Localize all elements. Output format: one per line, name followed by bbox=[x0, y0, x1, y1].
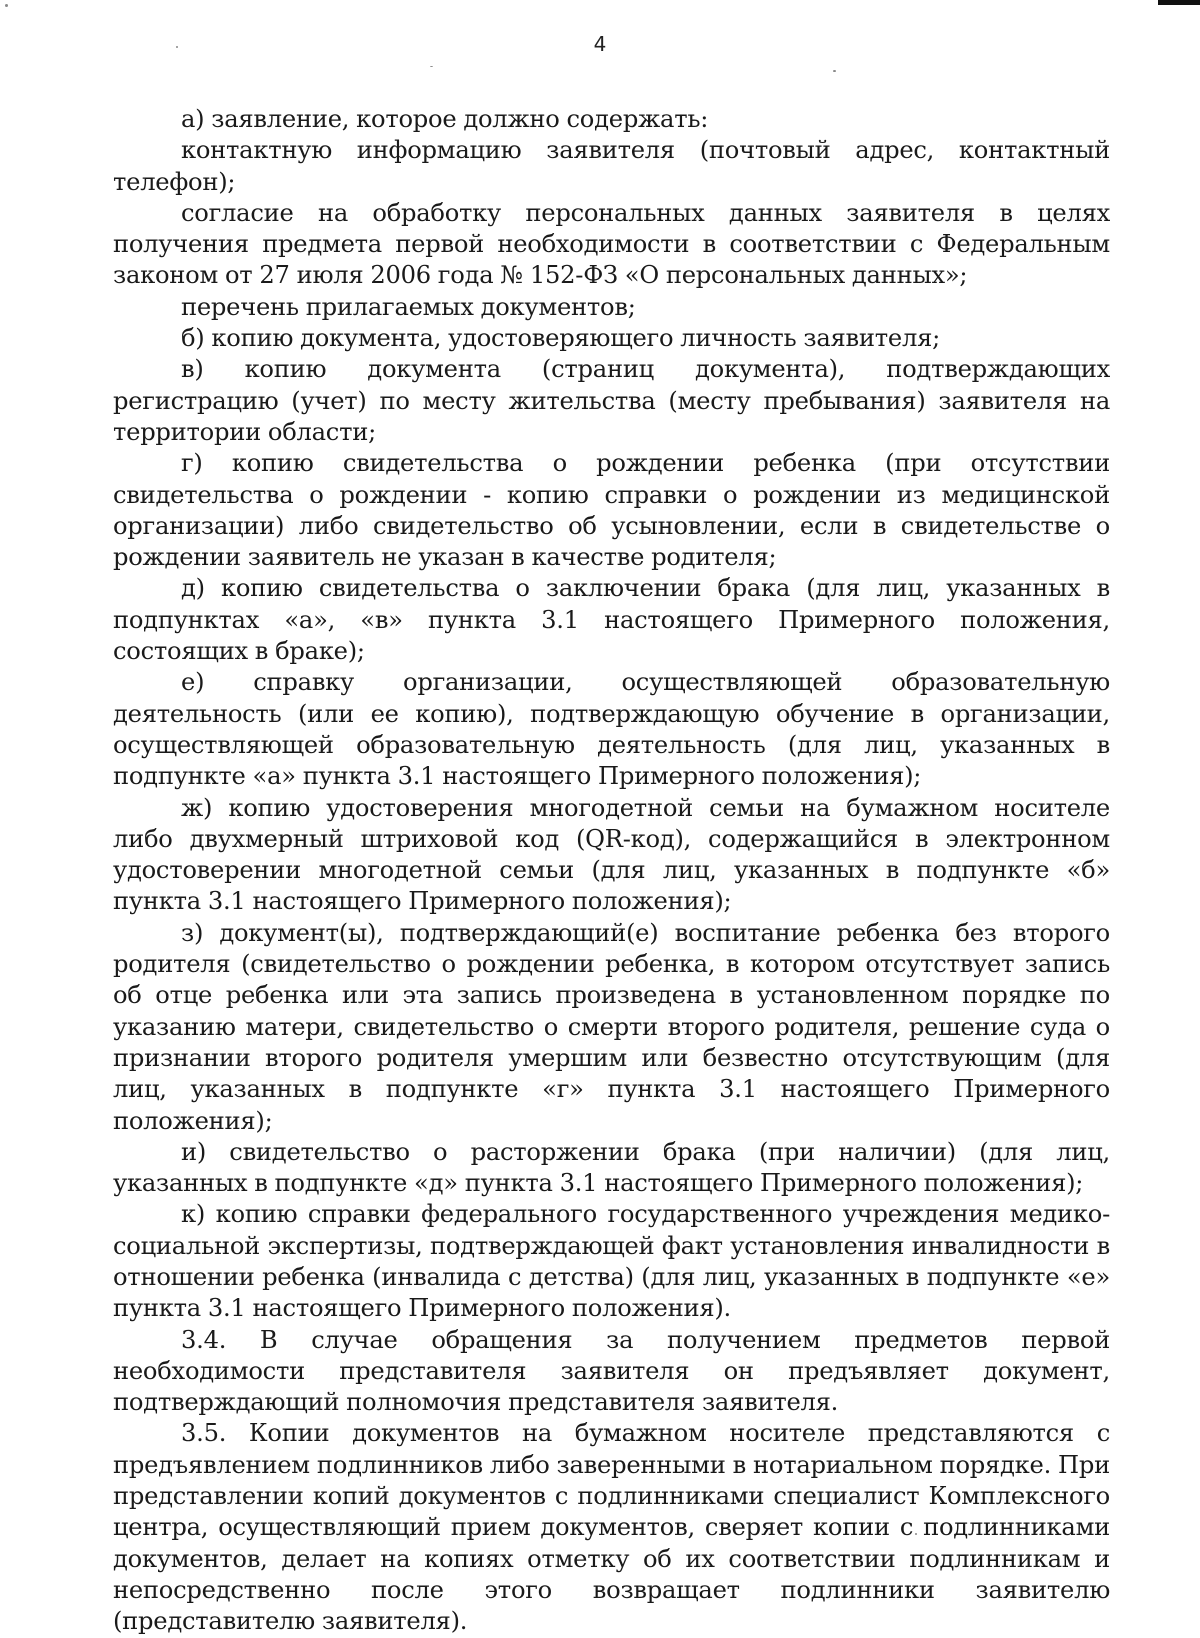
paragraph-documents-list: перечень прилагаемых документов; bbox=[181, 292, 636, 321]
paragraph-item-b: б) копию документа, удостоверяющего личность заявителя; bbox=[181, 324, 940, 353]
scan-speck bbox=[5, 4, 8, 7]
paragraph-item-e: е) справку организации, осуществляющей образовательную деятельность (или ее копию), подтверждающую обучение в организации, осуществляющей образовательную деятельность (для лиц, указанных в подпункте «а» пункта 3.1 настоящего Примерного положения); bbox=[113, 668, 1110, 791]
scan-speck bbox=[833, 70, 836, 72]
document-body bbox=[113, 104, 1110, 1638]
paragraph-item-v: в) копию документа (страниц документа), подтверждающих регистрацию (учет) по месту жительства (месту пребывания) заявителя на территории области; bbox=[113, 355, 1110, 446]
paragraph-item-zh: ж) копию удостоверения многодетной семьи на бумажном носителе либо двухмерный штриховой код (QR-код), содержащийся в электронном удостоверении многодетной семьи (для лиц, указанных в подпункте «б» пункта 3.1 настоящего Примерного положения); bbox=[113, 793, 1110, 916]
paragraph-item-z: з) документ(ы), подтверждающий(е) воспитание ребенка без второго родителя (свидетельство о рождении ребенка, в котором отсутствует запись об отце ребенка или эта запись произведена в установленном порядке по указанию матери, свидетельство о смерти второго родителя, решение суда о признании второго родителя умершим или безвестно отсутствующим (для лиц, указанных в подпункте «г» пункта 3.1 настоящего Примерного положения); bbox=[113, 918, 1110, 1135]
paragraph-application: а) заявление, которое должно содержать: bbox=[181, 105, 709, 133]
paragraph-item-k: к) копию справки федерального государственного учреждения медико-социальной экспертизы, подтверждающей факт установления инвалидности в отношении ребенка (инвалида с детства) (для лиц, указанных в подпункте «е» пункта 3.1 настоящего Примерного положения). bbox=[113, 1200, 1110, 1323]
scan-speck bbox=[430, 66, 433, 67]
page-number: 4 bbox=[593, 32, 607, 56]
paragraph-section-3-4: 3.4. В случае обращения за получением предметов первой необходимости представителя заявителя он предъявляет документ, подтверждающий полномочия представителя заявителя. bbox=[113, 1325, 1110, 1417]
paragraph-consent: согласие на обработку персональных данных заявителя в целях получения предмета первой необходимости в соответствии с Федеральным законом от 27 июля 2006 года № 152-ФЗ «О персональных данных»; bbox=[113, 198, 1110, 290]
paragraph-section-3-5: 3.5. Копии документов на бумажном носителе представляются с предъявлением подлинников либо заверенными в нотариальном порядке. При представлении копий документов с подлинниками специалист Комплексного центра, осуществляющий прием документов, сверяет копии с подлинниками документов, делает на копиях отметку об их соответствии подлинникам и непосредственно после этого возвращает подлинники заявителю (представителю заявителя). bbox=[113, 1419, 1110, 1636]
paragraph-item-i: и) свидетельство о расторжении брака (при наличии) (для лиц, указанных в подпункте «д» пункта 3.1 настоящего Примерного положения); bbox=[113, 1137, 1110, 1198]
scan-corner-mark bbox=[1158, 0, 1200, 5]
paragraph-item-g: г) копию свидетельства о рождении ребенка (при отсутствии свидетельства о рождении - копию справки о рождении из медицинской организации) либо свидетельство об усыновлении, если в свидетельстве о рождении заявитель не указан в качестве родителя; bbox=[113, 449, 1110, 572]
paragraph-item-d: д) копию свидетельства о заключении брака (для лиц, указанных в подпунктах «а», «в» пункта 3.1 настоящего Примерного положения, состоящих в браке); bbox=[113, 574, 1110, 666]
paragraph-contact-info: контактную информацию заявителя (почтовый адрес, контактный телефон); bbox=[113, 136, 1110, 196]
